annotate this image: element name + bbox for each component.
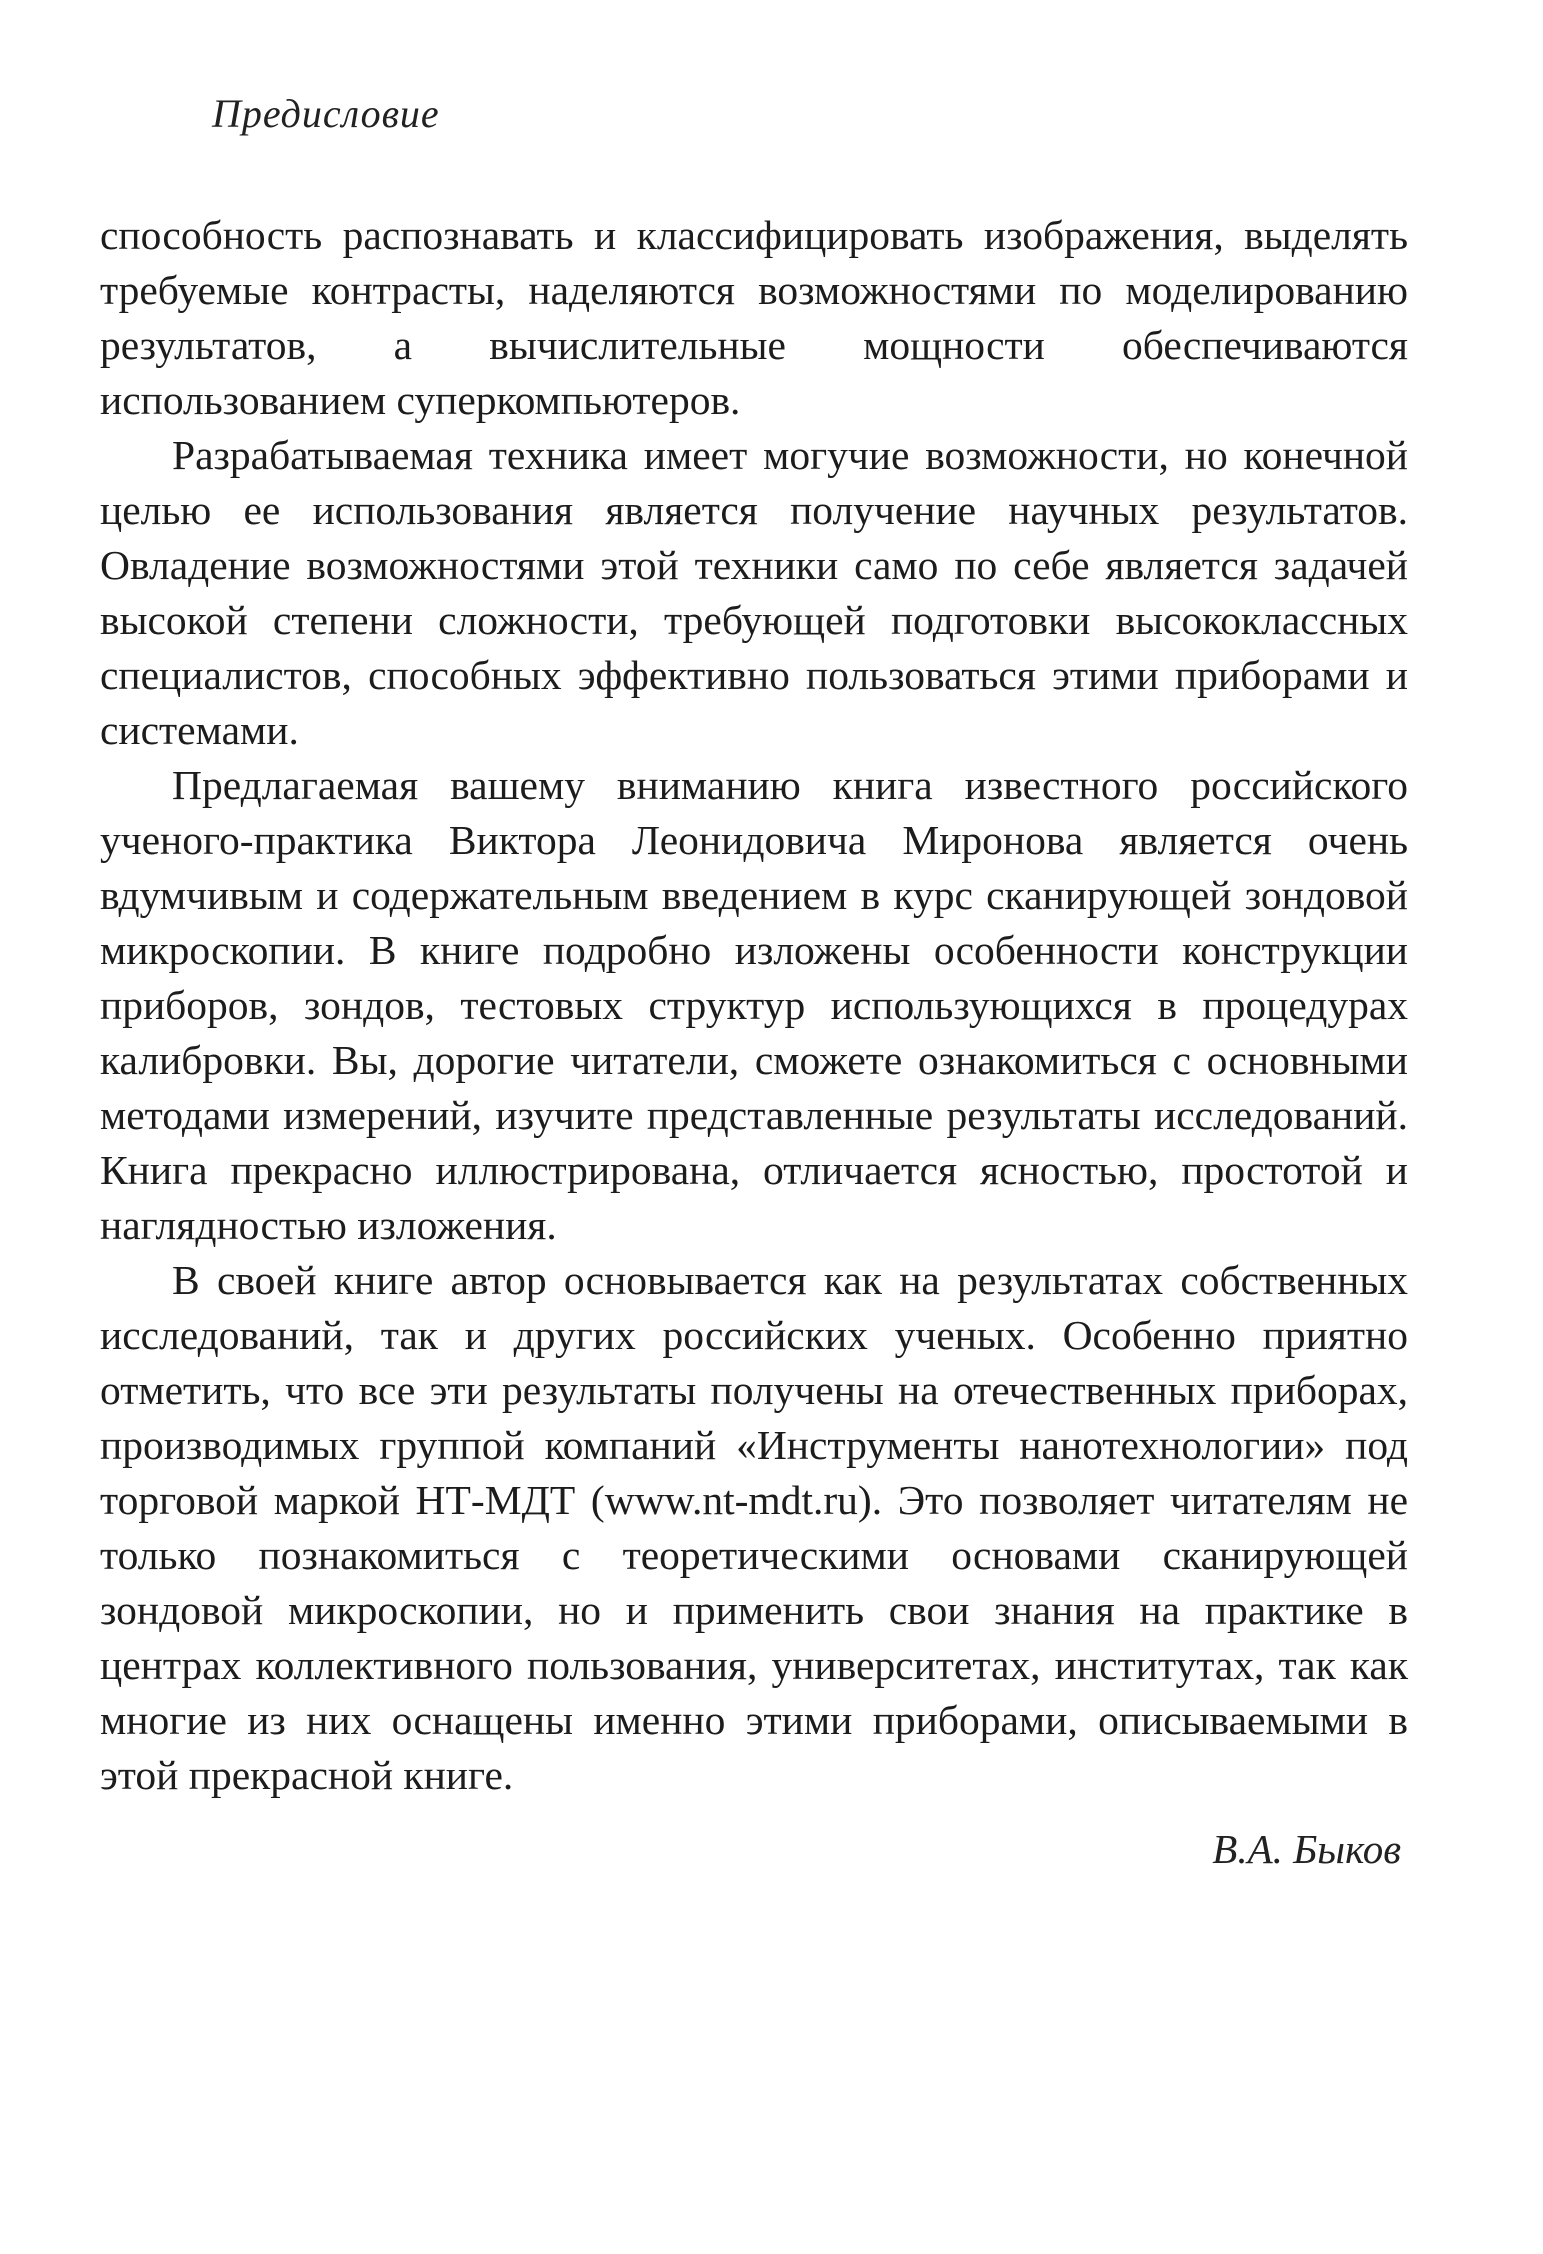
body-text xyxy=(100,208,1408,1803)
running-head: Предисловие xyxy=(212,91,440,136)
paragraph-2: Разрабатываемая техника имеет могучие возможности, но конечной целью ее использования является получение научных результатов. Овладение возможностями этой техники само по себе является задачей высокой степени сложности, требующей подготовки высококлассных специалистов, способных эффективно пользоваться этими приборами и системами. xyxy=(100,432,1408,753)
author-signature: В.А. Быков xyxy=(1212,1826,1401,1872)
paragraph-4: В своей книге автор основывается как на результатах собственных исследований, так и других российских ученых. Особенно приятно отметить, что все эти результаты получены на отечественных приборах, производимых группой компаний «Инструменты нанотехнологии» под торговой маркой НТ-МДТ (www.nt-mdt.ru). Это позволяет читателям не только познакомиться с теоретическими основами сканирующей зондовой микроскопии, но и применить свои знания на практике в центрах коллективного пользования, университетах, институтах, так как многие из них оснащены именно этими приборами, описываемыми в этой прекрасной книге. xyxy=(100,1257,1408,1798)
paragraph-3: Предлагаемая вашему вниманию книга известного российского ученого-практика Виктора Леонидовича Миронова является очень вдумчивым и содержательным введением в курс сканирующей зондовой микроскопии. В книге подробно изложены особенности конструкции приборов, зондов, тестовых структур использующихся в процедурах калибровки. Вы, дорогие читатели, сможете ознакомиться с основными методами измерений, изучите представленные результаты исследований. Книга прекрасно иллюстрирована, отличается ясностью, простотой и наглядностью изложения. xyxy=(100,762,1408,1248)
paragraph-1: способность распознавать и классифицировать изображения, выделять требуемые контрасты, наделяются возможностями по моделированию результатов, а вычислительные мощности обеспечиваются использованием суперкомпьютеров. xyxy=(100,212,1408,423)
